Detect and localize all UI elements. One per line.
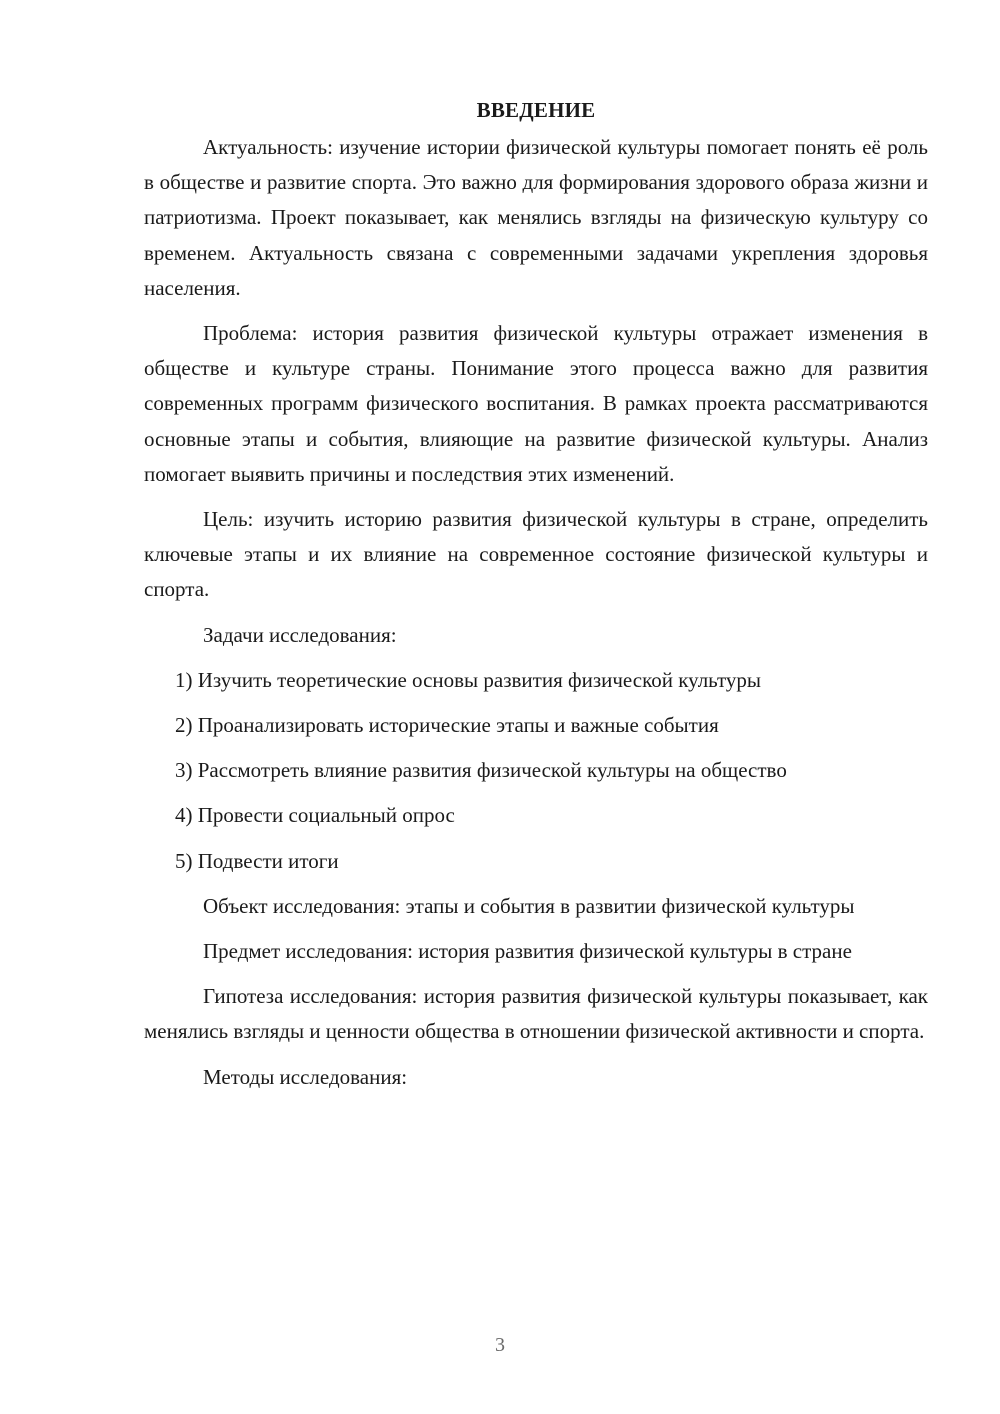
tasks-list: [144, 663, 928, 879]
list-item: 5) Подвести итоги: [175, 848, 339, 873]
paragraph-goal: Цель: изучить историю развития физической культуры в стране, определить ключевые этапы и их влияние на современное состояние физической культуры и спорта.: [144, 507, 928, 602]
list-item: 4) Провести социальный опрос: [175, 803, 455, 828]
paragraph-problem: Проблема: история развития физической культуры отражает изменения в обществе и культуре страны. Понимание этого процесса важно для развития современных программ физического воспитания. В рамках проекта рассматриваются основные этапы и события, влияющие на развитие физической культуры. Анализ помогает выявить причины и последствия этих изменений.: [144, 321, 928, 486]
paragraph-object: Объект исследования: этапы и события в развитии физической культуры: [203, 893, 855, 918]
list-item: 1) Изучить теоретические основы развития физической культуры: [175, 667, 761, 692]
tasks-heading: Задачи исследования:: [203, 622, 397, 647]
paragraph-relevance: Актуальность: изучение истории физической культуры помогает понять её роль в обществе и развитие спорта. Это важно для формирования здорового образа жизни и патриотизма. Проект показывает, как менялись взгляды на физическую культуру со временем. Актуальность связана с современными задачами укрепления здоровья населения.: [144, 135, 928, 300]
page-number: 3: [495, 1334, 505, 1356]
paragraph-subject: Предмет исследования: история развития физической культуры в стране: [203, 939, 852, 964]
methods-heading: Методы исследования:: [203, 1064, 408, 1089]
paragraph-hypothesis: Гипотеза исследования: история развития физической культуры показывает, как менялись взгляды и ценности общества в отношении физической активности и спорта.: [144, 984, 928, 1044]
list-item: 2) Проанализировать исторические этапы и важные события: [175, 713, 719, 738]
list-item: 3) Рассмотреть влияние развития физической культуры на общество: [175, 758, 787, 783]
page-title: ВВЕДЕНИЕ: [476, 98, 596, 122]
document-page: [144, 92, 928, 1105]
